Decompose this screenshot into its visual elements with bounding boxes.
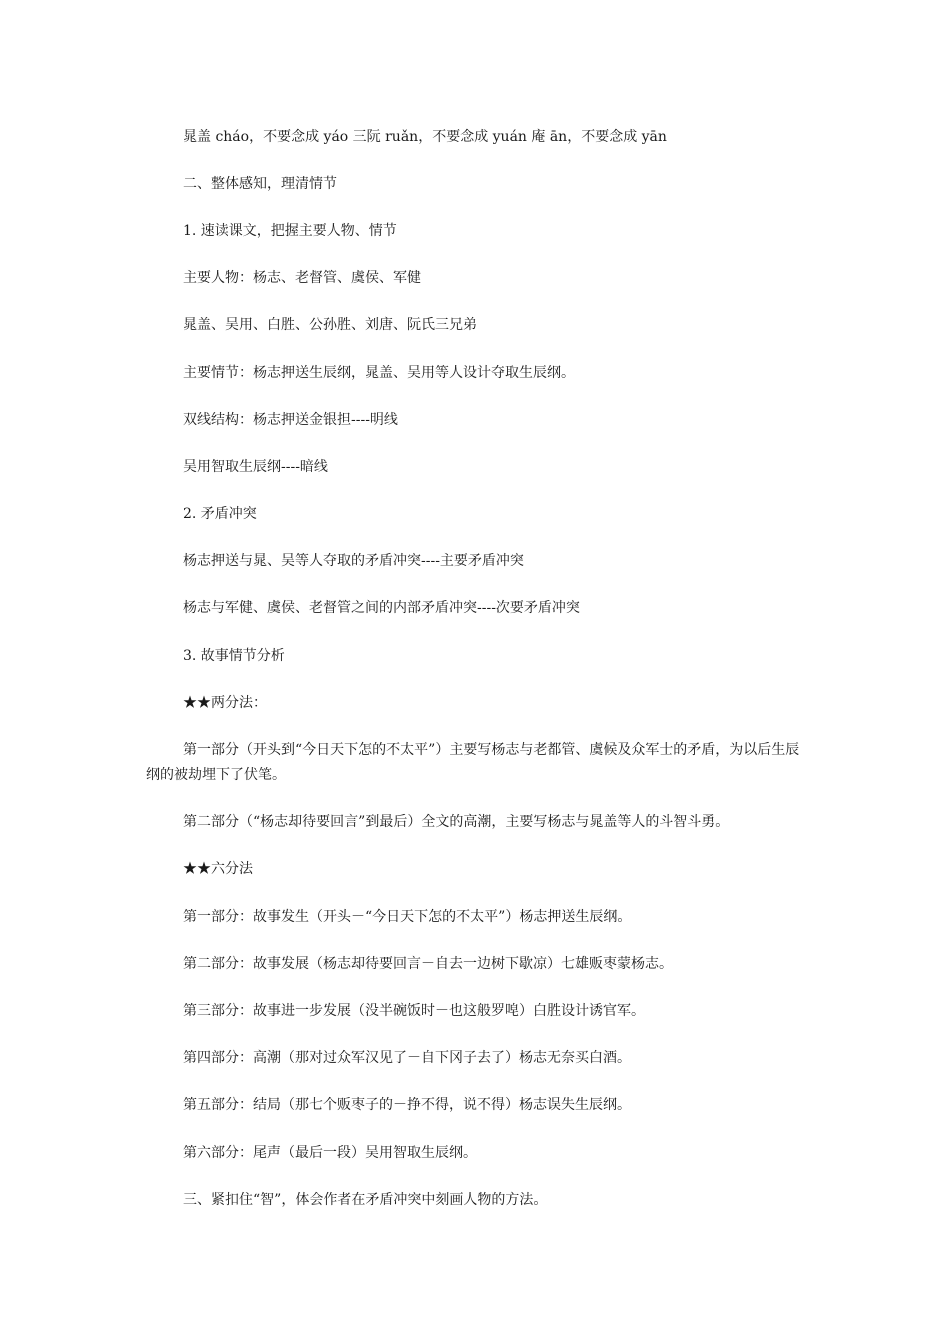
secondary-conflict-line: 杨志与军健、虞侯、老督管之间的内部矛盾冲突----次要矛盾冲突 [183, 600, 580, 616]
subsection-1-heading: 1. 速读课文，把握主要人物、情节 [183, 223, 397, 239]
six-part-method-heading: ★★六分法 [183, 861, 253, 877]
main-characters-line: 主要人物：杨志、老督管、虞侯、军健 [183, 270, 421, 286]
hidden-line: 吴用智取生辰纲----暗线 [183, 459, 328, 475]
characters-continued-line: 晁盖、吴用、白胜、公孙胜、刘唐、阮氏三兄弟 [183, 317, 477, 333]
two-part-paragraph-2: 第二部分（“杨志却待要回言”到最后）全文的高潮，主要写杨志与晁盖等人的斗智斗勇。 [183, 814, 730, 830]
two-part-method-heading: ★★两分法： [183, 695, 267, 711]
six-part-item-4: 第四部分：高潮（那对过众军汉见了－自下冈子去了）杨志无奈买白酒。 [183, 1050, 631, 1066]
double-structure-line: 双线结构：杨志押送金银担----明线 [183, 412, 398, 428]
pronunciation-note: 晁盖 cháo，不要念成 yáo 三阮 ruǎn，不要念成 yuán 庵 ān，不要念成 yān [183, 129, 667, 145]
six-part-item-6: 第六部分：尾声（最后一段）吴用智取生辰纲。 [183, 1145, 477, 1161]
main-plot-line: 主要情节：杨志押送生辰纲，晁盖、吴用等人设计夺取生辰纲。 [183, 365, 575, 381]
six-part-item-2: 第二部分：故事发展（杨志却待要回言－自去一边树下歇凉）七雄贩枣蒙杨志。 [183, 956, 673, 972]
section-3-heading: 三、紧扣住“智”，体会作者在矛盾冲突中刻画人物的方法。 [183, 1192, 548, 1208]
main-conflict-line: 杨志押送与晁、吴等人夺取的矛盾冲突----主要矛盾冲突 [183, 553, 524, 569]
six-part-item-3: 第三部分：故事进一步发展（没半碗饭时－也这般罗唣）白胜设计诱官军。 [183, 1003, 645, 1019]
six-part-item-5: 第五部分：结局（那七个贩枣子的－挣不得，说不得）杨志误失生辰纲。 [183, 1097, 631, 1113]
subsection-2-heading: 2. 矛盾冲突 [183, 506, 257, 522]
section-2-heading: 二、整体感知，理清情节 [183, 176, 337, 192]
subsection-3-heading: 3. 故事情节分析 [183, 648, 285, 664]
six-part-item-1: 第一部分：故事发生（开头－“今日天下怎的不太平”）杨志押送生辰纲。 [183, 909, 632, 925]
two-part-paragraph-1: 第一部分（开头到“今日天下怎的不太平”）主要写杨志与老都管、虞候及众军士的矛盾，为以后生辰纲的被劫埋下了伏笔。 [146, 742, 800, 783]
